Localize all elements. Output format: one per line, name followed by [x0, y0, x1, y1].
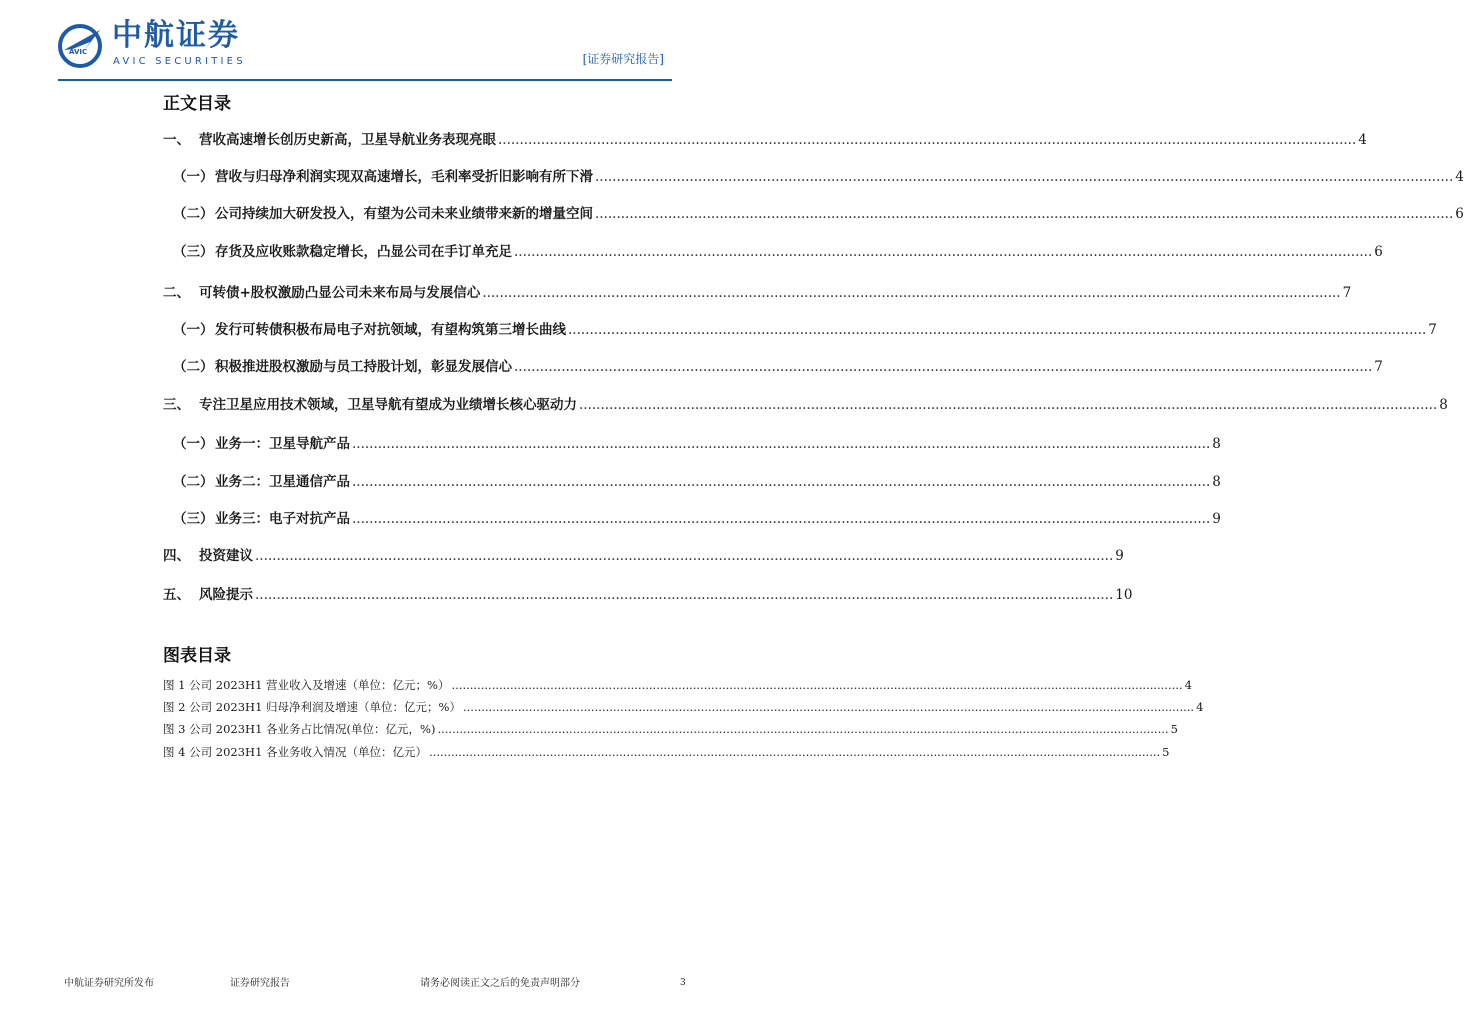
toc-entry-number: （二）	[173, 359, 214, 375]
lof-entry-label: 图 1 公司 2023H1 营业收入及增速（单位：亿元；%）	[163, 678, 450, 692]
toc-title: 正文目录	[163, 94, 231, 114]
lof-entry[interactable]	[163, 699, 1204, 715]
toc-entry-text: 风险提示	[199, 587, 253, 603]
toc-entry-label	[163, 396, 577, 414]
page-number: 3	[680, 978, 686, 988]
toc-entry-text: 营收与归母净利润实现双高速增长，毛利率受折旧影响有所下滑	[215, 169, 593, 185]
toc-entry-text: 发行可转债积极布局电子对抗领域，有望构筑第三增长曲线	[215, 322, 566, 338]
toc-entry-text: 业务一：卫星导航产品	[215, 436, 350, 452]
footer-report-type: 证券研究报告	[230, 978, 290, 989]
toc-entry-label	[163, 547, 253, 565]
footer-publisher: 中航证券研究所发布	[64, 978, 154, 989]
toc-leader-dots: ........................................................................................................................................................................................................	[568, 322, 1427, 338]
toc-entry-label	[163, 435, 350, 453]
toc-entry[interactable]	[163, 473, 1221, 491]
toc-entry-label	[163, 243, 512, 261]
page-footer	[0, 970, 724, 990]
toc-entry[interactable]	[163, 547, 1124, 565]
toc-entry[interactable]	[163, 435, 1221, 453]
toc-leader-dots: ........................................................................................................................................................................................................	[352, 511, 1211, 527]
toc-leader-dots: ........................................................................................................................................................................................................	[514, 359, 1373, 375]
lof-leader-dots: ........................................................................................................................................................................................................	[451, 678, 1183, 692]
toc-entry-page: 4	[1358, 132, 1367, 148]
toc-entry-page: 4	[1455, 169, 1464, 185]
toc-entry-page: 6	[1374, 244, 1383, 260]
toc-entry-number: （三）	[173, 244, 214, 260]
toc-entry-number: （一）	[173, 322, 214, 338]
toc-entry-number: （一）	[173, 436, 214, 452]
toc-leader-dots: ........................................................................................................................................................................................................	[579, 397, 1438, 413]
footer-disclaimer: 请务必阅读正文之后的免责声明部分	[420, 978, 580, 989]
toc-leader-dots: ........................................................................................................................................................................................................	[255, 587, 1114, 603]
lof-entry-label: 图 3 公司 2023H1 各业务占比情况(单位：亿元，%)	[163, 722, 436, 736]
avic-plane-icon	[56, 20, 106, 70]
toc-entry-label	[163, 586, 253, 604]
toc-entry[interactable]	[163, 205, 1464, 223]
toc-entry[interactable]	[163, 284, 1352, 302]
toc-entry-text: 可转债+股权激励凸显公司未来布局与发展信心	[199, 285, 481, 301]
toc-entry-text: 公司持续加大研发投入，有望为公司未来业绩带来新的增量空间	[215, 206, 593, 222]
lof-leader-dots: ........................................................................................................................................................................................................	[429, 745, 1161, 759]
toc-entry-text: 专注卫星应用技术领域，卫星导航有望成为业绩增长核心驱动力	[199, 397, 577, 413]
toc-leader-dots: ........................................................................................................................................................................................................	[595, 169, 1454, 185]
toc-entry-number: 二、	[163, 285, 190, 301]
toc-leader-dots: ........................................................................................................................................................................................................	[514, 244, 1373, 260]
toc-entry-label	[163, 284, 480, 302]
toc-entry-page: 6	[1455, 206, 1464, 222]
toc-entry-text: 业务三：电子对抗产品	[215, 511, 350, 527]
lof-entry-label: 图 2 公司 2023H1 归母净利润及增速（单位：亿元；%）	[163, 700, 461, 714]
toc-entry-number: （一）	[173, 169, 214, 185]
toc-leader-dots: ........................................................................................................................................................................................................	[595, 206, 1454, 222]
report-tag: [证券研究报告]	[582, 52, 664, 66]
lof-entry-page: 5	[1170, 722, 1178, 736]
lof-entry[interactable]	[163, 744, 1170, 760]
toc-entry-text: 业务二：卫星通信产品	[215, 474, 350, 490]
toc-entry-page: 8	[1439, 397, 1448, 413]
toc-entry-number: 五、	[163, 587, 190, 603]
logo-text-en: AVIC SECURITIES	[113, 56, 246, 67]
toc-entry-page: 10	[1115, 587, 1133, 603]
toc-entry-page: 8	[1212, 436, 1221, 452]
toc-entry-label	[163, 358, 512, 376]
toc-entry[interactable]	[163, 321, 1437, 339]
toc-entry-page: 7	[1342, 285, 1352, 301]
toc-entry[interactable]	[163, 510, 1221, 528]
toc-entry-label	[163, 321, 566, 339]
toc-entry-label	[163, 131, 496, 149]
toc-entry[interactable]	[163, 358, 1383, 376]
page-header	[0, 0, 724, 80]
logo-text-cn: 中航证券	[112, 18, 240, 53]
toc-entry-number: 四、	[163, 548, 190, 564]
toc-entry-text: 投资建议	[199, 548, 253, 564]
toc-entry-label	[163, 168, 593, 186]
toc-entry-page: 7	[1428, 322, 1437, 338]
svg-text:AVIC: AVIC	[69, 48, 88, 56]
toc-entry-page: 9	[1212, 511, 1221, 527]
toc-entry[interactable]	[163, 243, 1383, 261]
lof-entry-page: 5	[1162, 745, 1170, 759]
toc-entry-text: 营收高速增长创历史新高，卫星导航业务表现亮眼	[199, 132, 496, 148]
toc-entry-label	[163, 473, 350, 491]
toc-entry[interactable]	[163, 131, 1367, 149]
toc-entry-label	[163, 510, 350, 528]
toc-entry-page: 7	[1374, 359, 1383, 375]
toc-entry-text: 积极推进股权激励与员工持股计划，彰显发展信心	[215, 359, 512, 375]
toc-entry[interactable]	[163, 586, 1133, 604]
lof-title: 图表目录	[163, 646, 231, 666]
lof-entry[interactable]	[163, 721, 1178, 737]
lof-leader-dots: ........................................................................................................................................................................................................	[462, 700, 1195, 714]
toc-entry-label	[163, 205, 593, 223]
toc-entry-text: 存货及应收账款稳定增长，凸显公司在手订单充足	[215, 244, 512, 260]
toc-leader-dots: ........................................................................................................................................................................................................	[352, 436, 1211, 452]
toc-entry-number: 三、	[163, 397, 190, 413]
toc-leader-dots: ........................................................................................................................................................................................................	[255, 548, 1114, 564]
toc-entry[interactable]	[163, 168, 1464, 186]
toc-leader-dots: ........................................................................................................................................................................................................	[482, 285, 1341, 301]
toc-leader-dots: ........................................................................................................................................................................................................	[352, 474, 1211, 490]
toc-entry-number: 一、	[163, 132, 190, 148]
toc-entry-page: 8	[1212, 474, 1221, 490]
lof-entry-label: 图 4 公司 2023H1 各业务收入情况（单位：亿元）	[163, 745, 428, 759]
lof-entry-page: 4	[1184, 678, 1192, 692]
toc-leader-dots: ........................................................................................................................................................................................................	[498, 132, 1357, 148]
lof-entry[interactable]	[163, 677, 1192, 693]
toc-entry[interactable]	[163, 396, 1448, 414]
toc-entry-number: （二）	[173, 474, 214, 490]
header-divider	[58, 79, 672, 81]
lof-leader-dots: ........................................................................................................................................................................................................	[437, 722, 1169, 736]
toc-entry-number: （三）	[173, 511, 214, 527]
toc-entry-number: （二）	[173, 206, 214, 222]
toc-entry-page: 9	[1115, 548, 1124, 564]
lof-entry-page: 4	[1196, 700, 1204, 714]
